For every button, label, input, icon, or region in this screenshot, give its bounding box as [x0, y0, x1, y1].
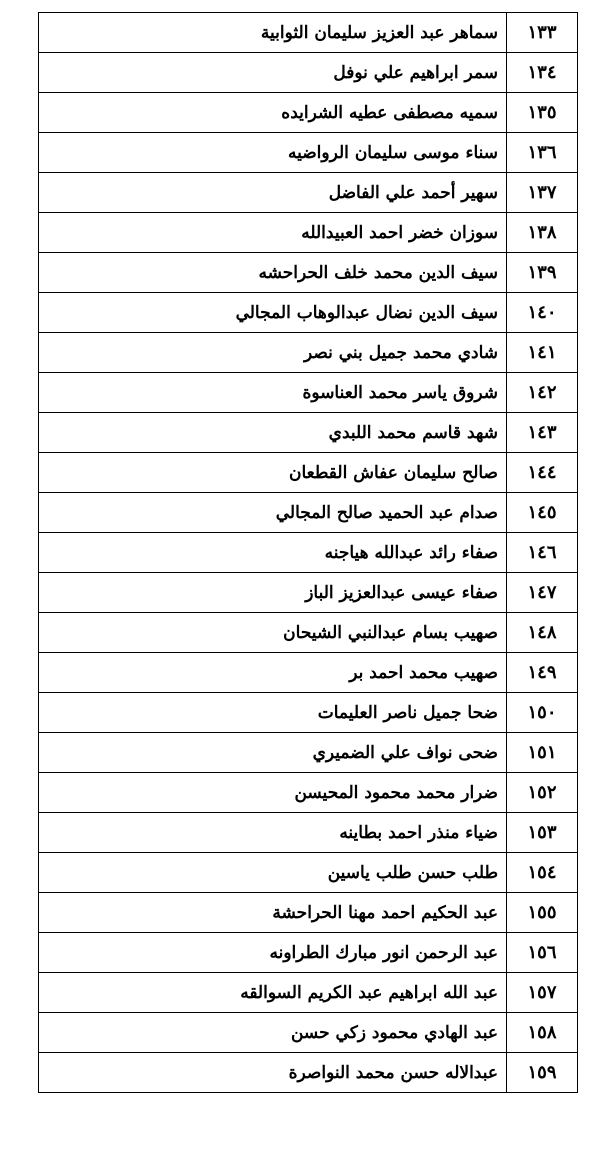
person-name: صدام عبد الحميد صالح المجالي: [39, 493, 507, 533]
table-row: [39, 693, 578, 733]
table-row: [39, 213, 578, 253]
person-name: صهيب بسام عبدالنبي الشيحان: [39, 613, 507, 653]
table-row: [39, 413, 578, 453]
row-number: ١٥٨: [507, 1013, 578, 1053]
table-row: [39, 173, 578, 213]
names-table-body: [39, 13, 578, 1093]
table-row: [39, 813, 578, 853]
person-name: سماهر عبد العزيز سليمان الثوابية: [39, 13, 507, 53]
row-number: ١٣٨: [507, 213, 578, 253]
row-number: ١٤٤: [507, 453, 578, 493]
row-number: ١٤١: [507, 333, 578, 373]
row-number: ١٥٢: [507, 773, 578, 813]
person-name: شهد قاسم محمد اللبدي: [39, 413, 507, 453]
row-number: ١٣٤: [507, 53, 578, 93]
person-name: عبد الهادي محمود زكي حسن: [39, 1013, 507, 1053]
table-row: [39, 333, 578, 373]
row-number: ١٥٦: [507, 933, 578, 973]
row-number: ١٥٤: [507, 853, 578, 893]
person-name: سمر ابراهيم علي نوفل: [39, 53, 507, 93]
table-row: [39, 573, 578, 613]
person-name: ضحى نواف علي الضميري: [39, 733, 507, 773]
table-row: [39, 933, 578, 973]
person-name: سميه مصطفى عطيه الشرايده: [39, 93, 507, 133]
person-name: سوزان خضر احمد العبيدالله: [39, 213, 507, 253]
person-name: سهير أحمد علي الفاضل: [39, 173, 507, 213]
row-number: ١٣٣: [507, 13, 578, 53]
table-row: [39, 1013, 578, 1053]
person-name: صالح سليمان عفاش القطعان: [39, 453, 507, 493]
table-row: [39, 973, 578, 1013]
row-number: ١٤٧: [507, 573, 578, 613]
table-row: [39, 773, 578, 813]
table-row: [39, 493, 578, 533]
person-name: شادي محمد جميل بني نصر: [39, 333, 507, 373]
person-name: ضياء منذر احمد بطاينه: [39, 813, 507, 853]
table-row: [39, 893, 578, 933]
row-number: ١٤٣: [507, 413, 578, 453]
row-number: ١٥٧: [507, 973, 578, 1013]
table-row: [39, 133, 578, 173]
row-number: ١٥٣: [507, 813, 578, 853]
table-row: [39, 53, 578, 93]
row-number: ١٤٠: [507, 293, 578, 333]
names-table: [38, 12, 578, 1093]
person-name: سناء موسى سليمان الرواضيه: [39, 133, 507, 173]
person-name: عبد الحكيم احمد مهنا الحراحشة: [39, 893, 507, 933]
table-row: [39, 613, 578, 653]
person-name: عبد الرحمن انور مبارك الطراونه: [39, 933, 507, 973]
table-row: [39, 533, 578, 573]
row-number: ١٣٩: [507, 253, 578, 293]
row-number: ١٤٩: [507, 653, 578, 693]
person-name: شروق ياسر محمد العناسوة: [39, 373, 507, 413]
row-number: ١٥١: [507, 733, 578, 773]
table-row: [39, 13, 578, 53]
person-name: ضحا جميل ناصر العليمات: [39, 693, 507, 733]
person-name: ضرار محمد محمود المحيسن: [39, 773, 507, 813]
row-number: ١٣٦: [507, 133, 578, 173]
row-number: ١٥٥: [507, 893, 578, 933]
person-name: صهيب محمد احمد بر: [39, 653, 507, 693]
row-number: ١٤٥: [507, 493, 578, 533]
row-number: ١٣٧: [507, 173, 578, 213]
person-name: عبدالاله حسن محمد النواصرة: [39, 1053, 507, 1093]
table-row: [39, 293, 578, 333]
person-name: صفاء عيسى عبدالعزيز الباز: [39, 573, 507, 613]
table-row: [39, 453, 578, 493]
table-row: [39, 853, 578, 893]
person-name: سيف الدين نضال عبدالوهاب المجالي: [39, 293, 507, 333]
table-row: [39, 653, 578, 693]
table-row: [39, 733, 578, 773]
row-number: ١٥٠: [507, 693, 578, 733]
row-number: ١٤٨: [507, 613, 578, 653]
table-row: [39, 253, 578, 293]
row-number: ١٤٢: [507, 373, 578, 413]
person-name: صفاء رائد عبدالله هياجنه: [39, 533, 507, 573]
person-name: عبد الله ابراهيم عبد الكريم السوالقه: [39, 973, 507, 1013]
person-name: طلب حسن طلب ياسين: [39, 853, 507, 893]
table-row: [39, 93, 578, 133]
table-row: [39, 1053, 578, 1093]
row-number: ١٣٥: [507, 93, 578, 133]
row-number: ١٤٦: [507, 533, 578, 573]
person-name: سيف الدين محمد خلف الحراحشه: [39, 253, 507, 293]
row-number: ١٥٩: [507, 1053, 578, 1093]
table-row: [39, 373, 578, 413]
